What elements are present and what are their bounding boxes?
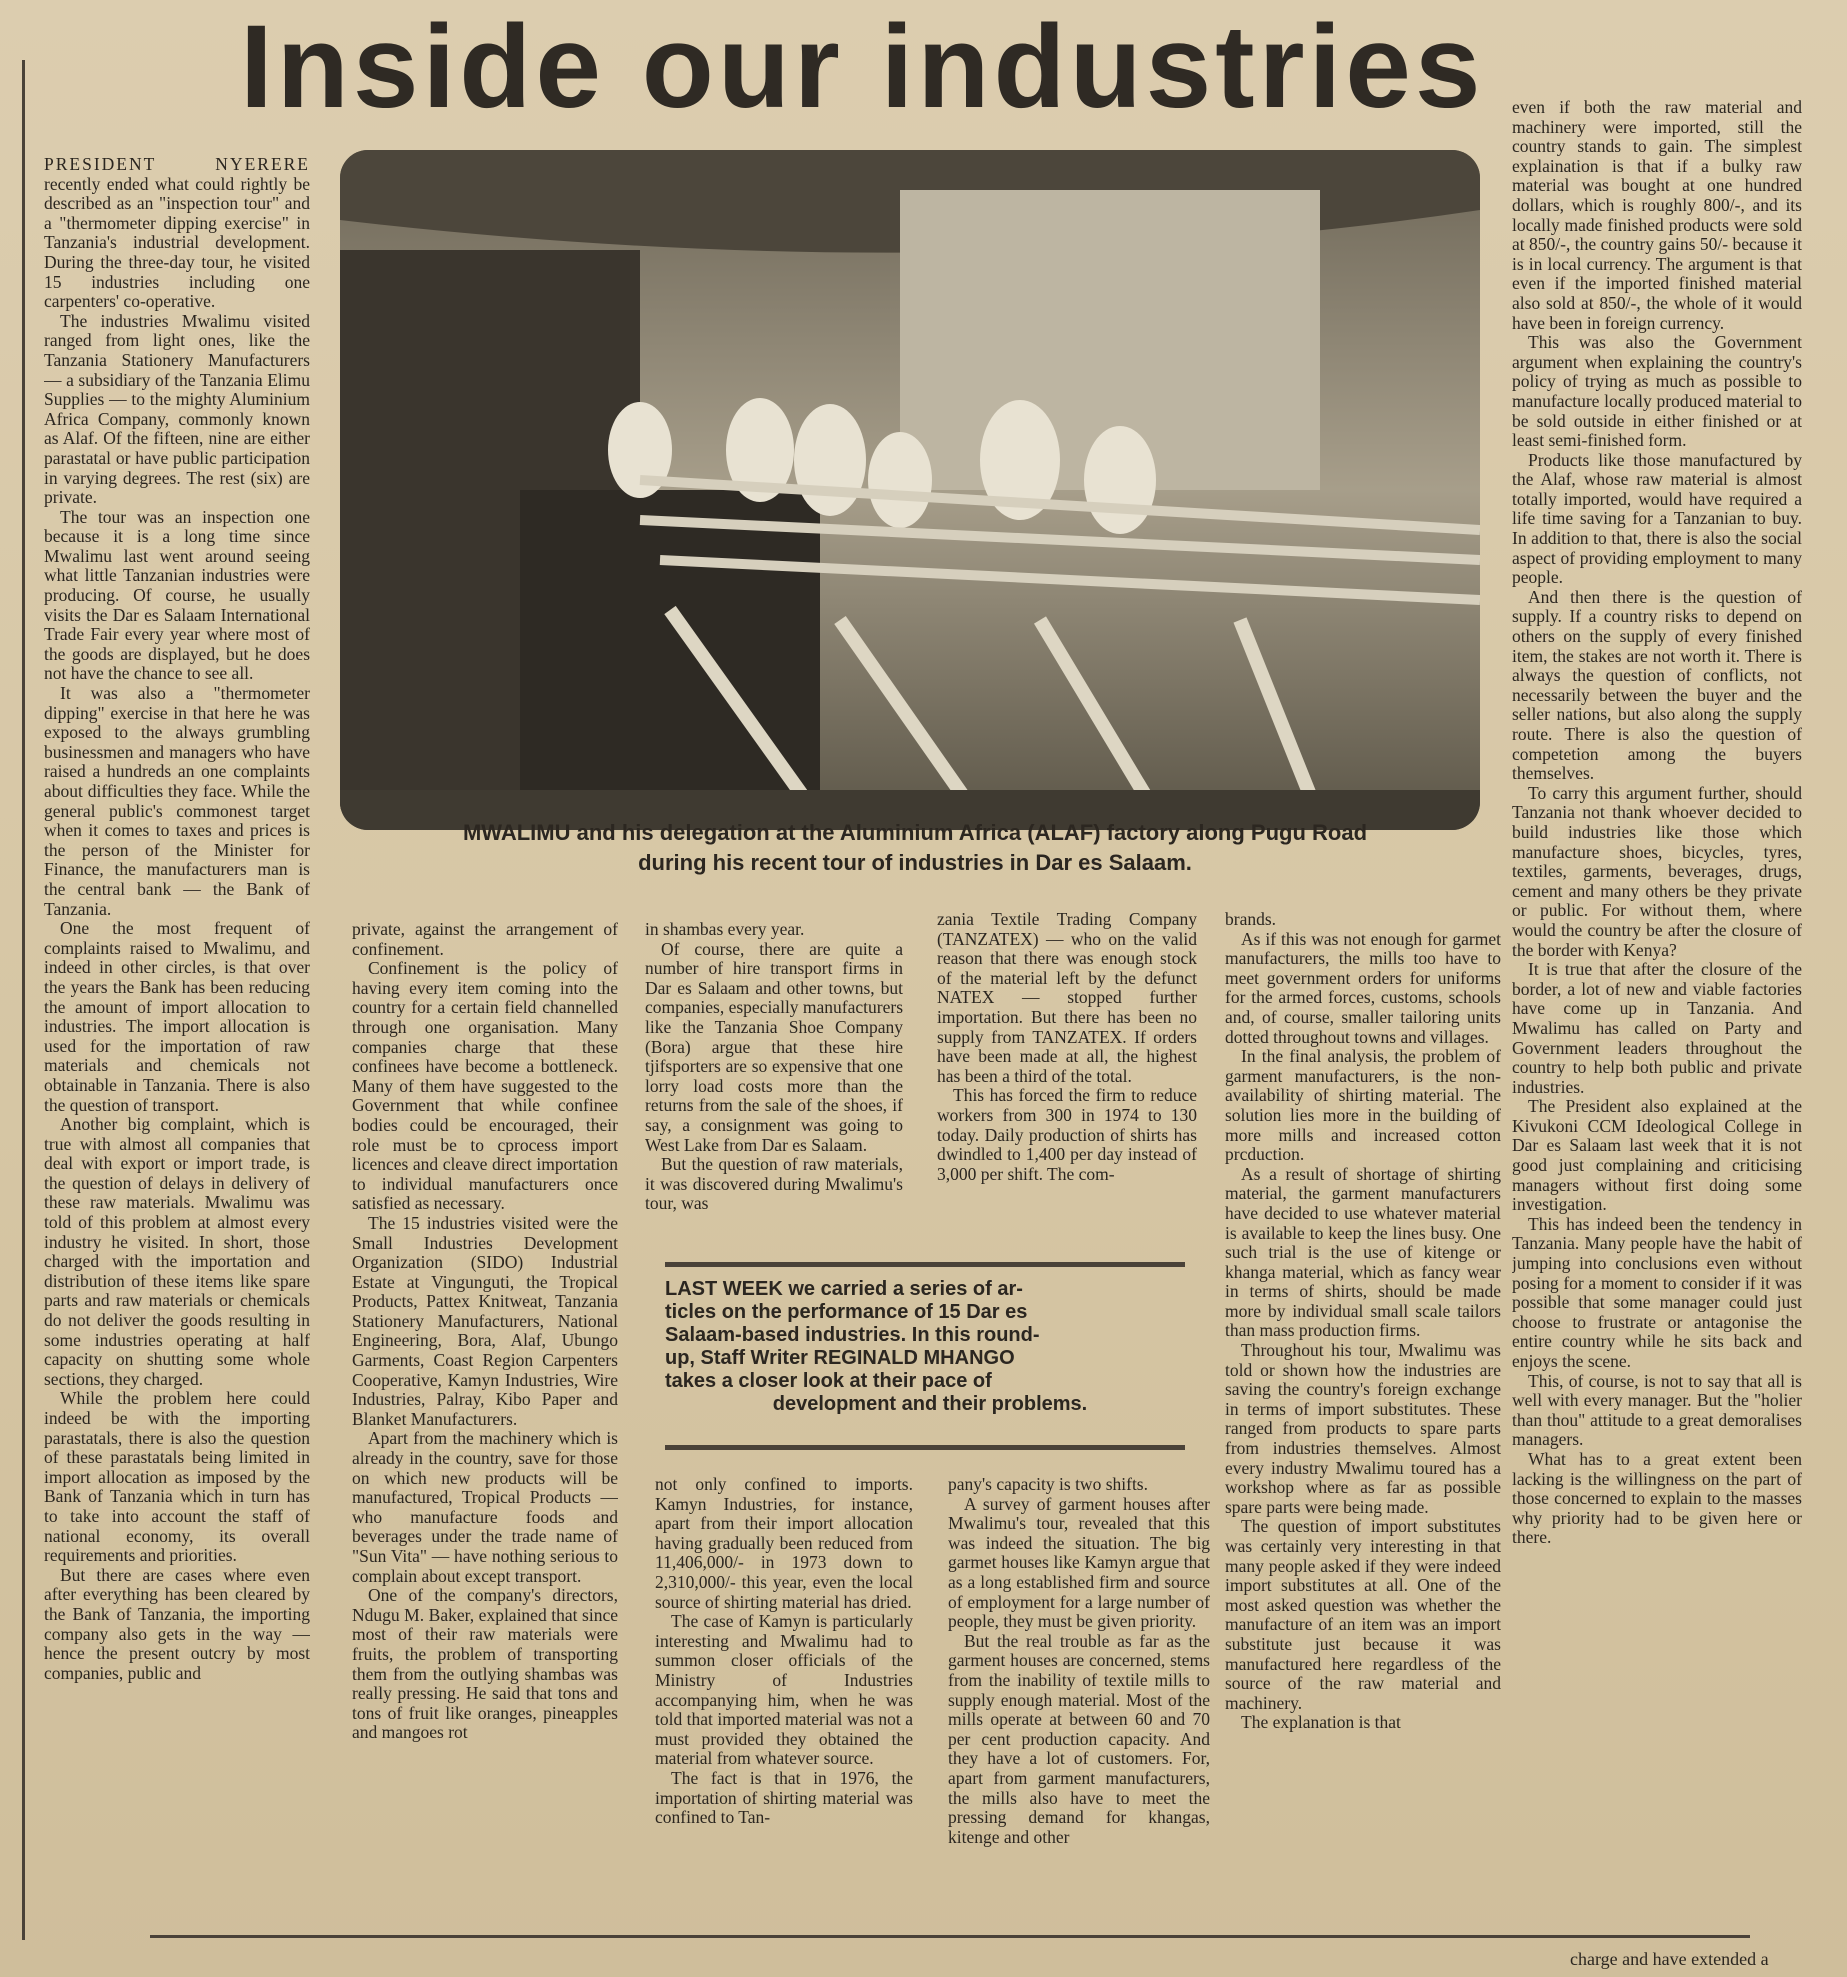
article-column-1 xyxy=(44,155,310,1945)
intro-box xyxy=(665,1278,1195,1438)
box-line: development and their problems. xyxy=(772,1393,1088,1415)
paragraph: PRESIDENT NYERERE recently ended what could rightly be described as an "inspection tour" and a "thermometer dipping exercise" in Tanzania's industrial development. During the three-day tour, he visited 15 industries including one carpenters' co-operative. xyxy=(44,155,310,312)
box-line: takes a closer look at their pace of xyxy=(665,1370,992,1392)
paragraph: not only confined to imports. Kamyn Industries, for instance, apart from their import allocation having gradually been reduced from 11,406,000/- in 1973 down to 2,310,000/- this year, even the local source of shirting material has dried. xyxy=(655,1475,913,1612)
paragraph: pany's capacity is two shifts. xyxy=(948,1475,1148,1494)
paragraph: Apart from the machinery which is already in the country, save for those on which new products will be manufactured, Tropical Products — who manufacture foods and beverages under the trade name of "Sun Vita" — have nothing serious to complain about except transport. xyxy=(352,1428,618,1586)
paragraph: The industries Mwalimu visited ranged from light ones, like the Tanzania Stationery Manufacturers — a subsidiary of the Tanzania Elimu Supplies — to the mighty Aluminium Africa Company, commonly known as Alaf. Of the fifteen, nine are either parastatal or have public participation in varying degrees. The rest (six) are private. xyxy=(44,310,310,508)
paragraph: This has indeed been the tendency in Tanzania. Many people have the habit of jumping into conclusions even without posing for a moment to consider if it was possible that some manager could just choose to frustrate or antagonise the entire country while he sits back and enjoys the scene. xyxy=(1512,1213,1802,1371)
article-column-4-bottom xyxy=(948,1475,1210,1945)
caption-line-1: MWALIMU and his delegation at the Aluminium Africa (ALAF) factory along Pugu Road xyxy=(462,820,1368,845)
box-rule-top xyxy=(665,1262,1185,1267)
paragraph: The fact is that in 1976, the importation of shirting material was confined to Tan- xyxy=(655,1767,913,1828)
paragraph: The case of Kamyn is particularly interesting and Mwalimu had to summon closer officials of the Ministry of Industries accompanying him, when he was told that imported material was not a must provided they obtained the material from whatever source. xyxy=(655,1611,913,1769)
article-column-3-top xyxy=(645,920,903,1225)
paragraph: One the most frequent of complaints raised to Mwalimu, and indeed in other circles, is that over the years the Bank has been reducing the amount of import allocation to industries. The import allocation is used for the importation of raw materials and chemicals not obtainable in Tanzania. There is also the question of transport. xyxy=(44,918,310,1115)
paragraph: Of course, there are quite a number of hire transport firms in Dar es Salaam and other towns, but companies, especially manufacturers like the Tanzania Shoe Company (Bora) argue that these hire tjifsporters are so expensive that one lorry load costs more than the returns from the sale of the shoes, if say, a consignment was going to West Lake from Dar es Salaam. xyxy=(645,938,903,1155)
continued-line: charge and have extended a xyxy=(1570,1949,1769,1969)
paragraph: private, against the arrangement of confinement. xyxy=(352,920,618,959)
headline: Inside our industries xyxy=(240,1,1485,133)
paragraph: The explanation is that xyxy=(1241,1712,1401,1733)
article-column-2 xyxy=(352,920,618,1945)
paragraph: Products like those manufactured by the Alaf, whose raw material is almost totally imported, would have required a life time saving for a Tanzanian to buy. In addition to that, there is also the social aspect of providing employment to many people. xyxy=(1512,449,1802,588)
paragraph: This has forced the firm to reduce workers from 300 in 1974 to 130 today. Daily production of shirts has dwindled to 1,400 per day instead of 3,000 per shift. The com- xyxy=(937,1085,1197,1184)
lead-in: PRESIDENT NYERERE xyxy=(44,155,310,174)
caption-line-2: during his recent tour of industries in Dar es Salaam. xyxy=(638,850,1192,875)
paragraph: The 15 industries visited were the Small Industries Development Organization (SIDO) Industrial Estate at Vingunguti, the Tropical Products, Pattex Knitweat, Tanzania Stationery Manufacturers, National Engineering, Bora, Alaf, Ubungo Garments, Coast Region Carpenters Cooperative, Kamyn Industries, Wire Industries, Palray, Kibo Paper and Blanket Manufacturers. xyxy=(352,1212,618,1429)
factory-photo-image xyxy=(340,150,1480,830)
paragraph: In the final analysis, the problem of garment manufacturers, is the non-availability of shirting material. The solution lies more in the building of more mills and increased cotton prcduction. xyxy=(1225,1046,1501,1165)
paragraph: This was also the Government argument when explaining the country's policy of trying as much as possible to manufacture locally produced material to be sold outside in either finished or at least semi-finished form. xyxy=(1512,332,1802,451)
paragraph: even if both the raw material and machinery were imported, still the country stands to gain. The simplest explaination is that if a bulky raw material was bought at one hundred dollars, which is roughly 800/-, and its locally made finished products were sold at 850/-, the country gains 50/- because it is in local currency. The argument is that even if the imported finished material also sold at 850/-, the whole of it would have been in foreign currency. xyxy=(1512,98,1802,333)
box-line: up, Staff Writer REGINALD MHANGO xyxy=(665,1347,1015,1369)
paragraph: But there are cases where even after everything has been cleared by the Bank of Tanzania, the importing company also gets in the way — hence the present outcry by most companies, public and xyxy=(44,1564,310,1683)
factory-photo xyxy=(340,150,1480,830)
paragraph: As if this was not enough for garmet manufacturers, the mills too have to meet government orders for uniforms for the armed forces, customs, schools and, of course, smaller tailoring units dotted throughout towns and villages. xyxy=(1225,928,1501,1047)
paragraph: As a result of shortage of shirting material, the garment manufacturers have decided to use whatever material is available to keep the lines busy. One such trial is the use of kitenge or khanga material, which as fancy wear in terms of shirts, should be made more by individual small scale tailors than mass production firms. xyxy=(1225,1163,1501,1341)
paragraph: It was also a "thermometer dipping" exercise in that here he was exposed to the always grumbling businessmen and managers who have raised a hundreds an one complaints about difficulties they face. While the general public's commonest target when it comes to taxes and prices is the person of the Minister for Finance, the manufacturers man is the central bank — the Bank of Tanzania. xyxy=(44,683,310,919)
box-rule-bottom xyxy=(665,1445,1185,1450)
paragraph: A survey of garment houses after Mwalimu's tour, revealed that this was indeed the situation. The big garmet houses like Kamyn argue that as a long established firm and source of employment for a large number of people, they must be given priority. xyxy=(948,1493,1210,1632)
article-column-4-top xyxy=(937,910,1197,1225)
paragraph: in shambas every year. xyxy=(645,920,805,939)
paragraph: While the problem here could indeed be with the importing parastatals, there is also the question of these parastatals being limited in import allocation as imposed by the Bank of Tanzania which in turn has to take into account the staff of national economy, its overall requirements and priorities. xyxy=(44,1388,310,1566)
box-line: Salaam-based industries. In this round- xyxy=(665,1324,1040,1346)
paragraph: Throughout his tour, Mwalimu was told or shown how the industries are saving the country's foreign exchange in terms of import substitutes. These ranged from products to spare parts from industries themselves. Almost every industry Mwalimu toured has a workshop where as far as possible spare parts were being made. xyxy=(1225,1340,1501,1517)
paragraph: One of the company's directors, Ndugu M. Baker, explained that since most of their raw materials were fruits, the problem of transporting them from the outlying shambas was really pressing. He said that tons and tons of fruit like oranges, pineapples and mangoes rot xyxy=(352,1585,618,1743)
paragraph: brands. xyxy=(1225,910,1277,929)
paragraph: It is true that after the closure of the border, a lot of new and viable factories have come up in Tanzania. And Mwalimu has called on Party and Government leaders throughout the country to help both public and private industries. xyxy=(1512,959,1802,1097)
article-column-3-bottom xyxy=(655,1475,913,1945)
box-line: LAST WEEK we carried a series of ar- xyxy=(665,1278,1023,1300)
photo-caption xyxy=(330,818,1500,878)
column-rule xyxy=(22,60,25,1940)
paragraph: Another big complaint, which is true with almost all companies that deal with export or import trade, is the question of delays in delivery of these raw materials. Mwalimu was told of this problem at almost every industry he visited. In short, those charged with the importation and distribution of these items like spare parts and raw materials or chemicals do not deliver the goods resulting in some industries operating at half capacity on shutting some whole sections, they charged. xyxy=(44,1114,310,1389)
paragraph: But the real trouble as far as the garment houses are concerned, stems from the inability of textile mills to supply enough material. Most of the mills operate at between 60 and 70 per cent production capacity. And they have a lot of customers. For, apart from garment manufacturers, the mills also have to meet the pressing demand for khangas, kitenge and other xyxy=(948,1630,1210,1847)
paragraph: This, of course, is not to say that all is well with every manager. But the "holier than thou" attitude to a great demoralises managers. xyxy=(1512,1370,1802,1450)
paragraph: But the question of raw materials, it was discovered during Mwalimu's tour, was xyxy=(645,1154,903,1214)
paragraph: zania Textile Trading Company (TANZATEX) — who on the valid reason that there was enough stock of the material left by the defunct NATEX — stopped further importation. But there has been no supply from TANZATEX. If orders have been made at all, the highest has been a third of the total. xyxy=(937,910,1197,1086)
paragraph: Confinement is the policy of having every item coming into the country for a certain field channelled through one organisation. Many companies charge that these confinees have become a bottleneck. Many of them have suggested to the Government that while confinee bodies could be encouraged, their role must be to cprocess import licences and cleave direct importation to individual manufacturers once satisfied as necessary. xyxy=(352,958,618,1214)
article-column-6 xyxy=(1512,98,1802,1930)
article-column-5 xyxy=(1225,910,1501,1945)
paragraph: To carry this argument further, should Tanzania not thank whoever decided to build industries like those which manufacture shoes, bicycles, tyres, textiles, garments, beverages, drugs, cement and many others be they private or public. For without them, where would the country be after the closure of the border with Kenya? xyxy=(1512,782,1802,960)
paragraph: The question of import substitutes was certainly very interesting in that many people asked if they were indeed import substitutes at all. One of the most asked question was whether the manufacture of an item was an import substitute just because it was manufactured here regardless of the source of the raw material and machinery. xyxy=(1225,1516,1501,1713)
paragraph: What has to a great extent been lacking is the willingness on the part of those concerned to explain to the masses why priority had to be given here or there. xyxy=(1512,1448,1802,1548)
paragraph: The President also explained at the Kivukoni CCM Ideological College in Dar es Salaam last week that it is not good just complaining and criticising managers without first doing some investigation. xyxy=(1512,1096,1802,1215)
paragraph: The tour was an inspection one because it is a long time since Mwalimu last went around seeing what little Tanzanian industries were producing. Of course, he usually visits the Dar es Salaam International Trade Fair every year where most of the goods are displayed, but he does not have the chance to see all. xyxy=(44,506,310,684)
box-line: ticles on the performance of 15 Dar es xyxy=(665,1301,1028,1323)
paragraph: And then there is the question of supply. If a country risks to depend on others on the supply of every finished item, the stakes are not worth it. There is always the question of conflicts, not necessarily between the buyer and the seller nations, but also along the supply route. There is also the question of competetion among the buyers themselves. xyxy=(1512,586,1802,784)
